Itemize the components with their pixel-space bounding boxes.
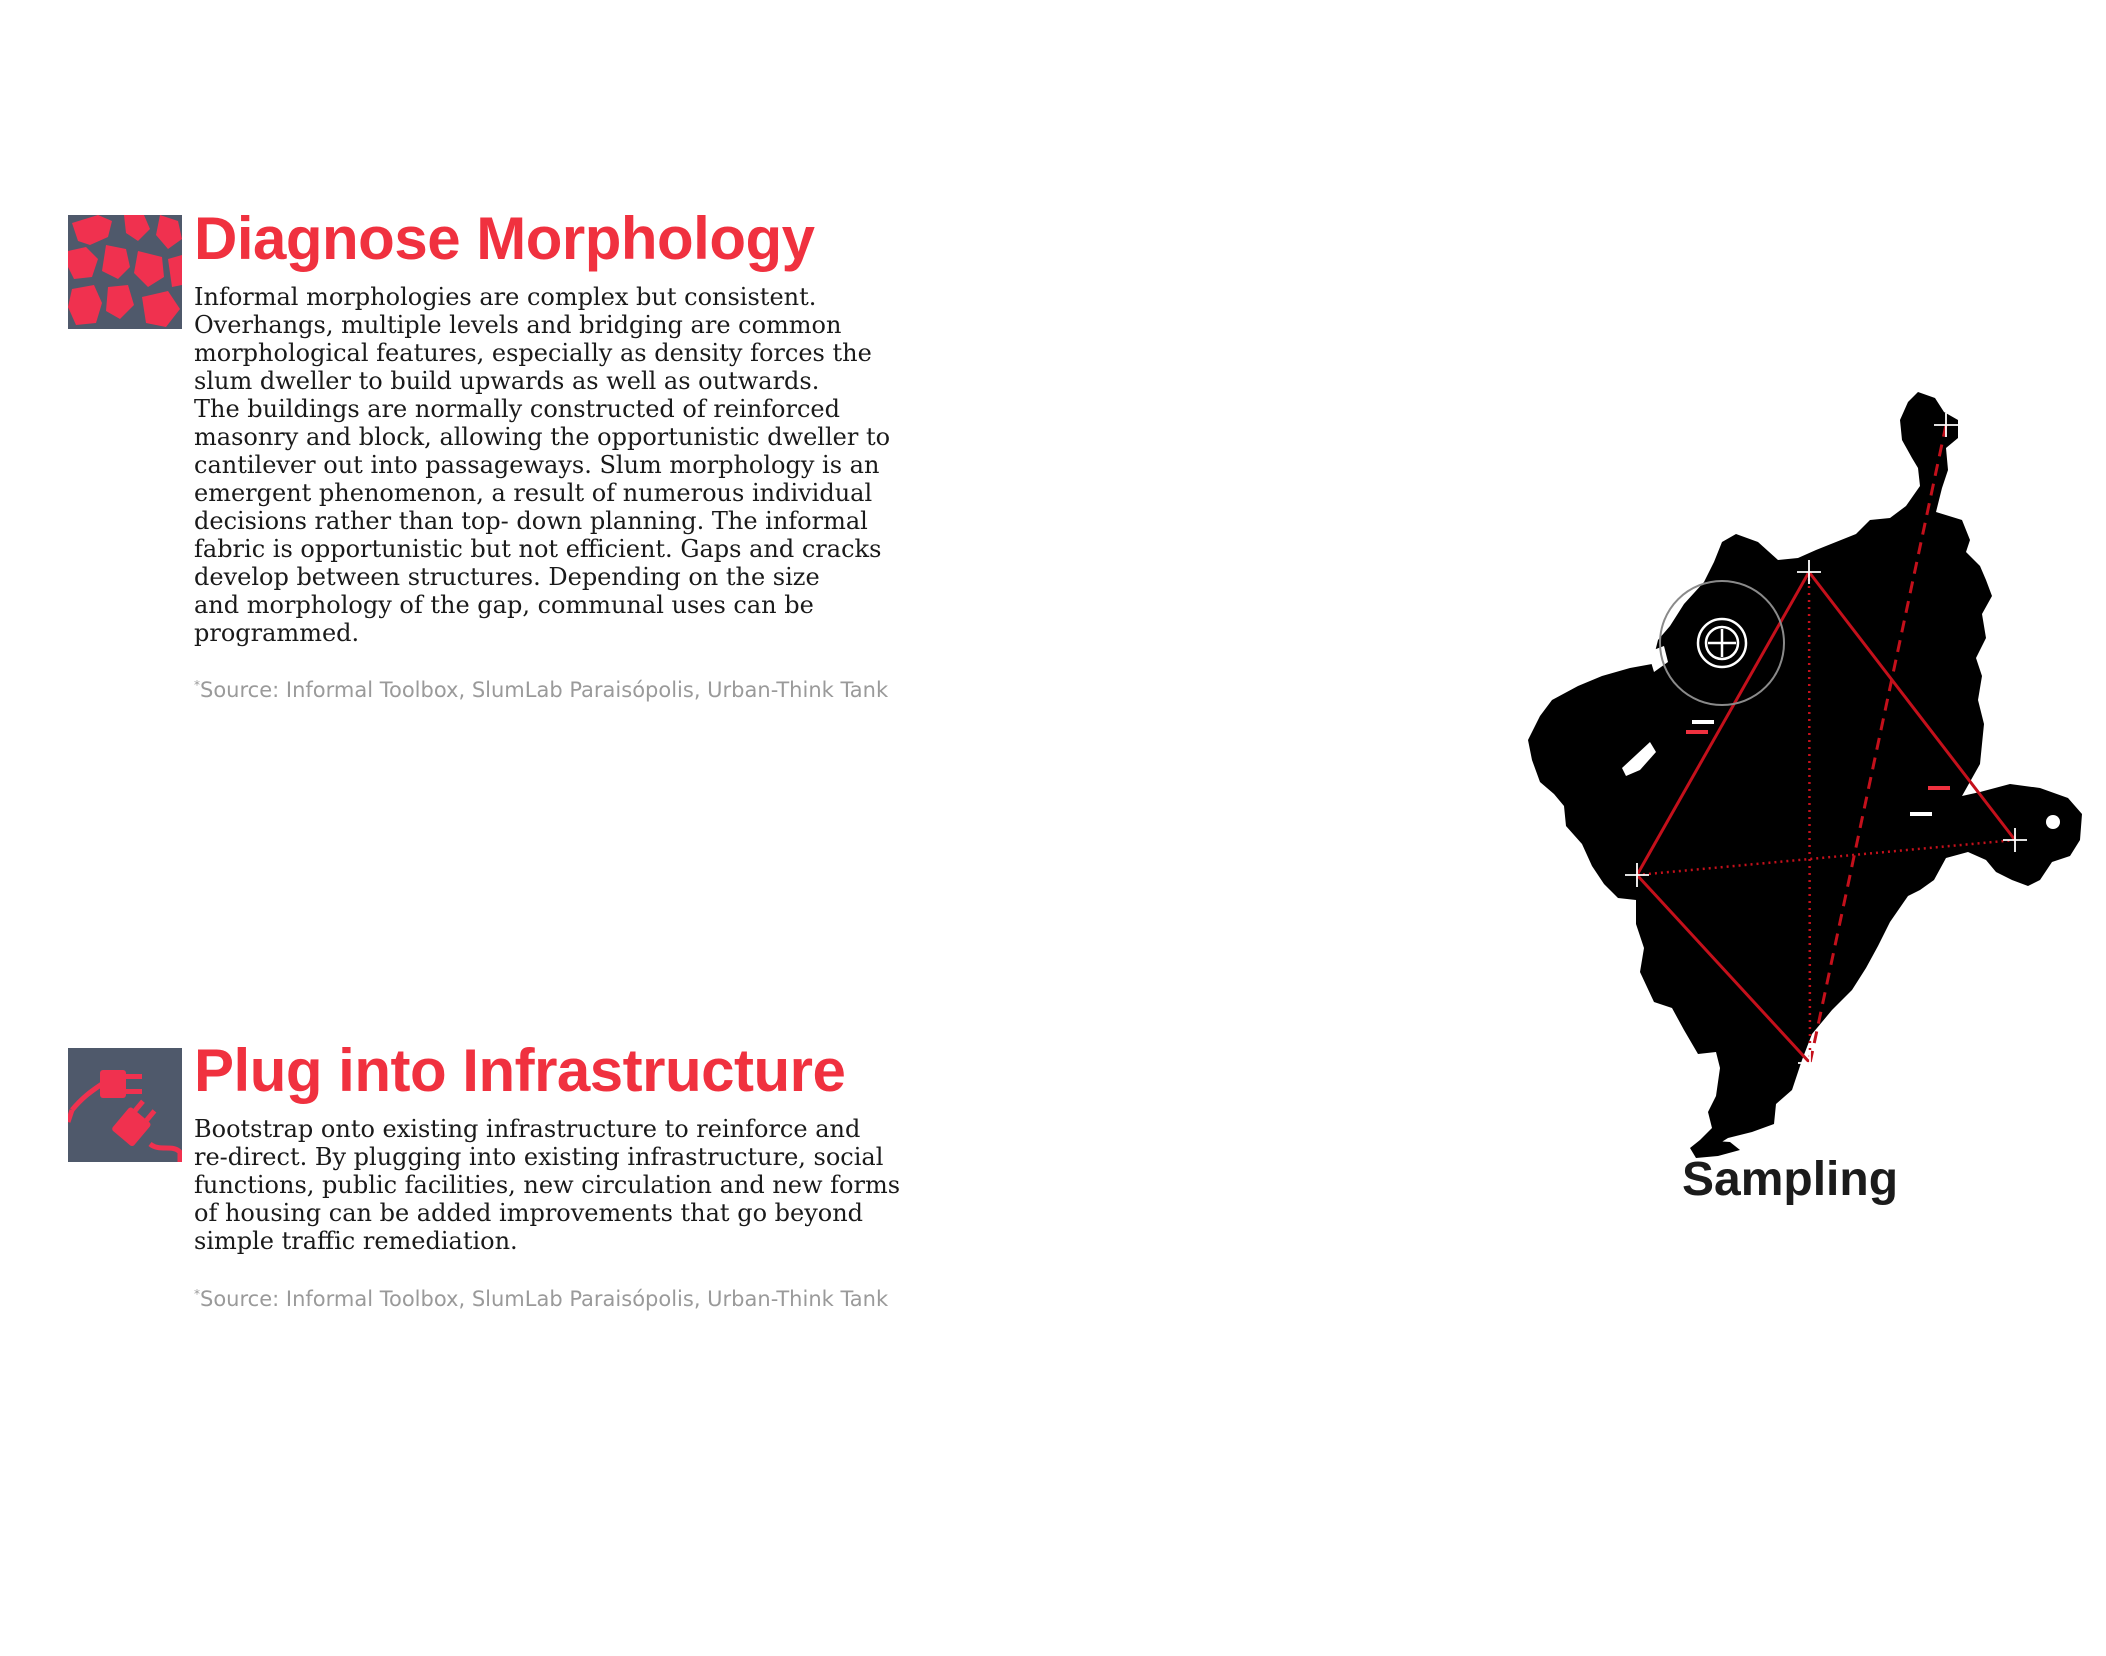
plug-icon — [68, 1048, 182, 1162]
map-caption: Sampling — [1681, 1153, 1899, 1206]
urban-blocks-icon — [68, 215, 182, 329]
minus-icon-red-north — [1686, 730, 1708, 734]
source-text: Source: Informal Toolbox, SlumLab Paraisópolis, Urban-Think Tank — [200, 1287, 889, 1311]
territory-silhouette — [1528, 392, 2082, 1148]
plug-into-infrastructure-source — [194, 1281, 888, 1312]
source-footnote-mark: * — [194, 1287, 200, 1301]
plug-into-infrastructure-title: Plug into Infrastructure — [194, 1037, 846, 1104]
sampling-map — [1510, 385, 2085, 1160]
minus-icon-white-east — [1910, 812, 1932, 816]
urban-blocks-icon-graphic — [68, 215, 182, 329]
minus-icon-red-east — [1928, 786, 1950, 790]
diagnose-morphology-source — [194, 672, 888, 703]
plug-icon-graphic — [68, 1048, 182, 1162]
plug-into-infrastructure-body: Bootstrap onto existing infrastructure to reinforce and re-direct. By plugging into existing infrastructure, social functions, public facilities, new circulation and new forms of housing can be added improvements that go beyond simple traffic remediation. — [194, 1115, 901, 1255]
east-lobe-hole — [2046, 815, 2060, 829]
source-text: Source: Informal Toolbox, SlumLab Paraisópolis, Urban-Think Tank — [200, 678, 889, 702]
diagnose-morphology-body: Informal morphologies are complex but consistent. Overhangs, multiple levels and bridging are common morphological features, especially as density forces the slum dweller to build upwards as well as outwards. The buildings are normally constructed of reinforced masonry and block, allowing the opportunistic dweller to cantilever out into passageways. Slum morphology is an emergent phenomenon, a result of numerous individual decisions rather than top- down planning. The informal fabric is opportunistic but not efficient. Gaps and cracks develop between structures. Depending on the size and morphology of the gap, communal uses can be programmed. — [194, 283, 891, 647]
minus-icon-white-north — [1692, 720, 1714, 724]
diagnose-morphology-title: Diagnose Morphology — [194, 205, 815, 272]
source-footnote-mark: * — [194, 678, 200, 692]
